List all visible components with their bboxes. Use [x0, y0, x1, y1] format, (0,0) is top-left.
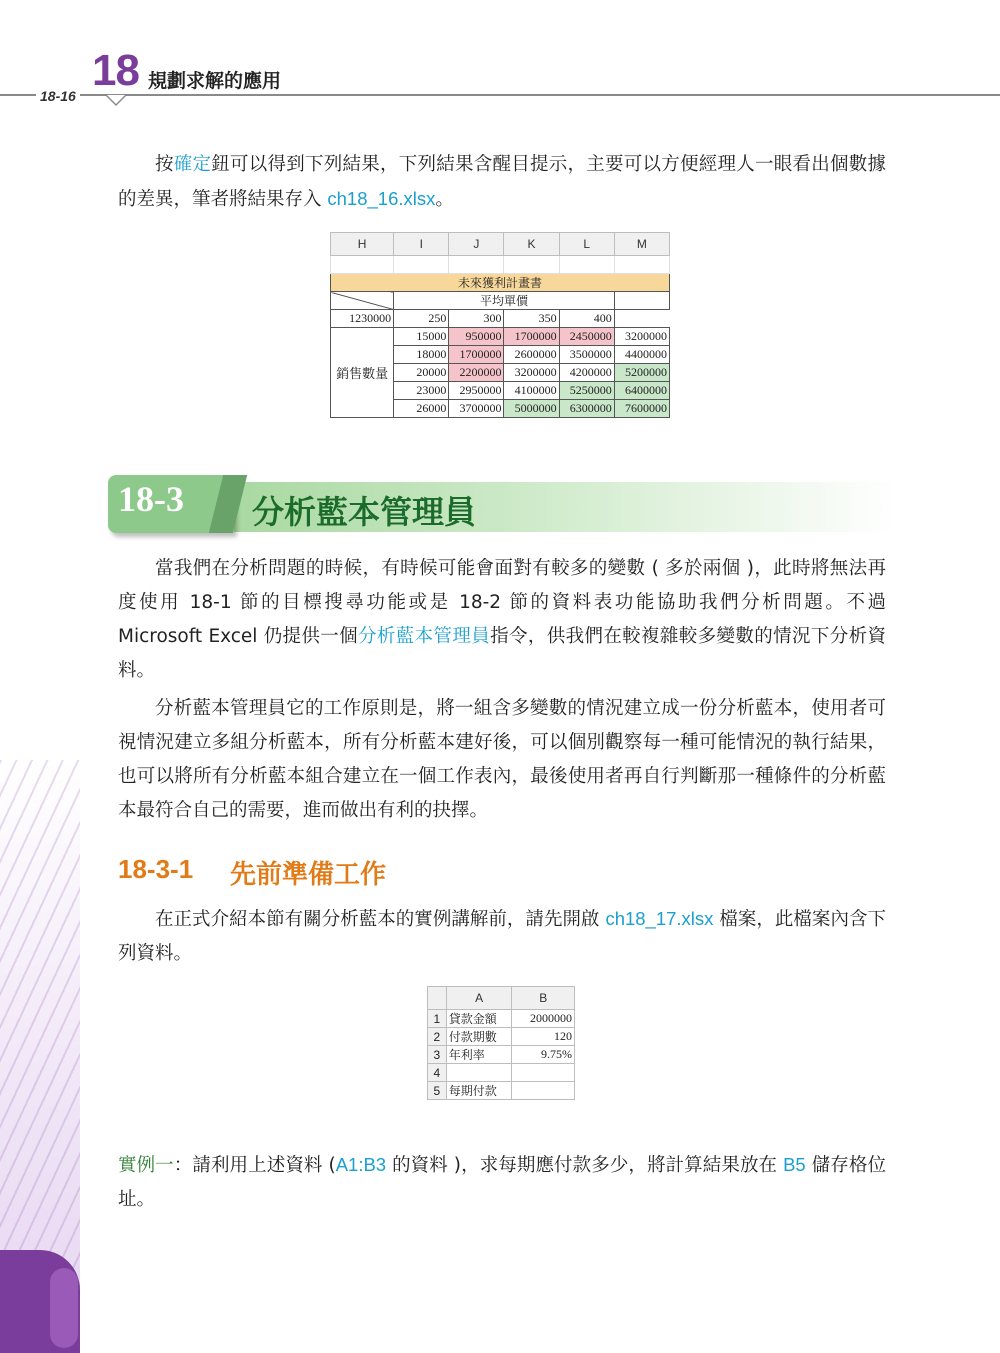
subsection-title: 先前準備工作 [230, 860, 387, 890]
table-row [428, 1028, 575, 1046]
text: 的資料 )，求每期應付款多少，將計算結果放在 [386, 1155, 784, 1176]
empty-cell [394, 256, 449, 274]
text: ：請利用上述資料 ( [173, 1155, 336, 1176]
column-header: A [446, 987, 512, 1010]
table-row [428, 1064, 575, 1082]
paragraph-scenario-principle [118, 692, 886, 828]
value-cell: 6300000 [559, 400, 614, 418]
empty-cell [614, 256, 669, 274]
empty-cell [559, 256, 614, 274]
row-number: 3 [428, 1046, 447, 1064]
chapter-title: 規劃求解的應用 [148, 70, 282, 92]
subsection-number: 18-3-1 [118, 854, 194, 884]
value-cell: 9.75% [512, 1046, 575, 1064]
label-cell: 貸款金額 [446, 1010, 512, 1028]
text: 檔案，此檔案內含下列資料。 [118, 909, 886, 964]
value-cell: 1700000 [449, 346, 504, 364]
value-cell: 3700000 [449, 400, 504, 418]
empty-cell [504, 256, 559, 274]
table-row [331, 328, 670, 346]
section-title: 分析藍本管理員 [252, 493, 477, 531]
quantity-cell: 18000 [394, 346, 449, 364]
paragraph-result-intro [118, 148, 886, 217]
quantity-cell: 26000 [394, 400, 449, 418]
value-cell: 3500000 [559, 346, 614, 364]
section-number: 18-3 [118, 479, 184, 519]
text: 鈕可以得到下列結果，下列結果含醒目提示，主要可以方便經理人一眼看出個數據的差異，筆者將結果存入 [118, 154, 886, 210]
column-header: I [394, 233, 449, 256]
value-cell: 4200000 [559, 364, 614, 382]
label-cell: 年利率 [446, 1046, 512, 1064]
empty-cell [614, 292, 669, 310]
value-cell: 5000000 [504, 400, 559, 418]
table-title: 未來獲利計畫書 [331, 274, 670, 292]
text: 指令，供我們在較複雜較多變數的情況下分析資料。 [118, 626, 886, 681]
column-header: L [559, 233, 614, 256]
value-cell: 2600000 [504, 346, 559, 364]
price-cell: 350 [504, 310, 559, 328]
value-cell: 2200000 [449, 364, 504, 382]
value-cell: 1700000 [504, 328, 559, 346]
row-number: 5 [428, 1082, 447, 1100]
corner-value: 1230000 [331, 310, 394, 328]
value-cell: 3200000 [504, 364, 559, 382]
row-number: 4 [428, 1064, 447, 1082]
text: 當我們在分析問題的時候，有時候可能會面對有較多的變數 ( 多於兩個 )，此時將無法再度使用 18-1 節的目標搜尋功能或是 18-2 節的資料表功能協助我們分析問題。不過 Microsoft Excel 仍提供一個 [118, 558, 886, 647]
value-cell: 2450000 [559, 328, 614, 346]
example-label: 實例一 [118, 1155, 174, 1176]
table-row [428, 1082, 575, 1100]
text: 按 [155, 154, 174, 175]
corner-header [428, 987, 447, 1010]
price-cell: 250 [394, 310, 449, 328]
text: 。 [435, 189, 454, 210]
header-pointer-inner [107, 95, 125, 104]
label-cell: 付款期數 [446, 1028, 512, 1046]
text: 儲存格位址。 [118, 1155, 886, 1210]
value-cell: 120 [512, 1028, 575, 1046]
quantity-cell: 20000 [394, 364, 449, 382]
value-cell [512, 1082, 575, 1100]
value-cell: 5250000 [559, 382, 614, 400]
cell-ref: B5 [783, 1154, 806, 1175]
quantity-cell: 23000 [394, 382, 449, 400]
column-header: M [614, 233, 669, 256]
scenario-manager-ref: 分析藍本管理員 [358, 626, 491, 647]
text: 在正式介紹本節有關分析藍本的實例講解前，請先開啟 [155, 909, 606, 930]
column-header: B [512, 987, 575, 1010]
price-header: 平均單價 [394, 292, 615, 310]
row-number: 1 [428, 1010, 447, 1028]
cell-range: A1:B3 [335, 1154, 387, 1175]
example-one [118, 1148, 886, 1217]
label-cell: 每期付款 [446, 1082, 512, 1100]
page-tab-accent [50, 1268, 78, 1348]
value-cell: 3200000 [614, 328, 669, 346]
profit-plan-spreadsheet [330, 232, 670, 434]
row-label: 銷售數量 [331, 328, 394, 418]
ok-button-ref: 確定 [173, 154, 212, 175]
value-cell: 2000000 [512, 1010, 575, 1028]
file-name: ch18_16.xlsx [327, 188, 436, 209]
table-row [428, 1046, 575, 1064]
value-cell: 950000 [449, 328, 504, 346]
file-name: ch18_17.xlsx [605, 908, 714, 929]
header-rule [0, 94, 1000, 96]
value-cell: 7600000 [614, 400, 669, 418]
value-cell: 4400000 [614, 346, 669, 364]
value-cell: 6400000 [614, 382, 669, 400]
value-cell: 2950000 [449, 382, 504, 400]
column-header: H [331, 233, 394, 256]
price-cell: 300 [449, 310, 504, 328]
label-cell [446, 1064, 512, 1082]
column-header: J [449, 233, 504, 256]
value-cell: 5200000 [614, 364, 669, 382]
row-number: 2 [428, 1028, 447, 1046]
empty-cell [449, 256, 504, 274]
paragraph-scenario-intro [118, 552, 886, 688]
quantity-cell: 15000 [394, 328, 449, 346]
text: 分析藍本管理員它的工作原則是，將一組含多變數的情況建立成一份分析藍本，使用者可視情況建立多組分析藍本，所有分析藍本建好後，可以個別觀察每一種可能情況的執行結果，也可以將所有分析藍本組合建立在一個工作表內，最後使用者再自行判斷那一種條件的分析藍本最符合自己的需要，進而做出有利的抉擇。 [118, 698, 886, 821]
price-cell: 400 [559, 310, 614, 328]
column-header: K [504, 233, 559, 256]
page-number: 18-16 [36, 88, 80, 104]
diagonal-corner-cell [331, 292, 394, 310]
chapter-number: 18 [92, 46, 139, 95]
value-cell: 4100000 [504, 382, 559, 400]
loan-spreadsheet [427, 986, 575, 1112]
value-cell [512, 1064, 575, 1082]
paragraph-prepare [118, 902, 886, 971]
table-row [428, 1010, 575, 1028]
empty-cell [331, 256, 394, 274]
